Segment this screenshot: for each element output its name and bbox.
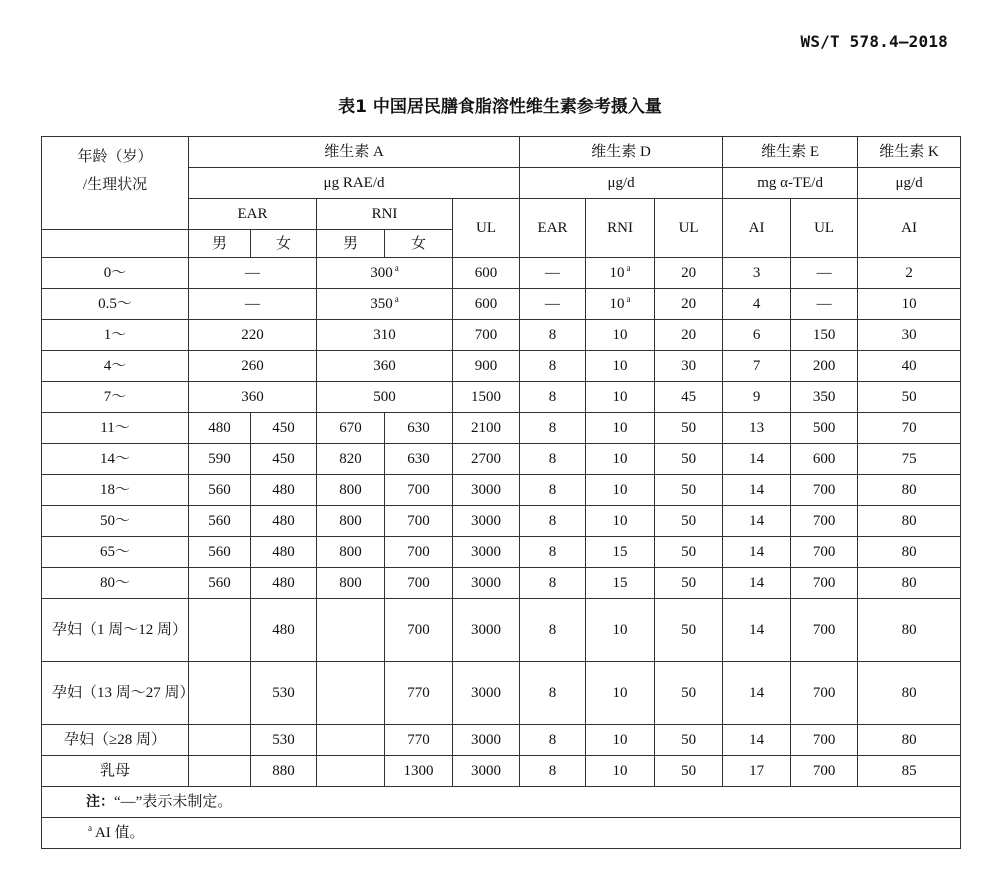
vitamin-d-header: 维生素 D bbox=[520, 137, 723, 168]
e-ai-cell: 13 bbox=[723, 413, 791, 444]
d-rni-cell: 10 bbox=[586, 444, 655, 475]
e-ul-cell: 700 bbox=[791, 599, 858, 662]
e-ul-cell: 500 bbox=[791, 413, 858, 444]
a-ul-cell: 2700 bbox=[453, 444, 520, 475]
e-ul-cell: 700 bbox=[791, 725, 858, 756]
d-rni-header: RNI bbox=[586, 199, 655, 258]
a-ear-female-cell: 530 bbox=[251, 725, 317, 756]
header-row-vitamins bbox=[42, 137, 961, 168]
d-ear-cell: 8 bbox=[520, 537, 586, 568]
a-ul-cell: 600 bbox=[453, 289, 520, 320]
table-row bbox=[42, 537, 961, 568]
a-ul-cell: 3000 bbox=[453, 568, 520, 599]
k-ai-cell: 85 bbox=[858, 756, 961, 787]
age-header-cont bbox=[42, 230, 189, 258]
age-cell: 80～ bbox=[42, 568, 189, 599]
d-ul-cell: 50 bbox=[655, 444, 723, 475]
d-rni-cell: 10 bbox=[586, 382, 655, 413]
age-cell: 0.5～ bbox=[42, 289, 189, 320]
age-cell: 14～ bbox=[42, 444, 189, 475]
k-ai-cell: 80 bbox=[858, 568, 961, 599]
age-cell: 18～ bbox=[42, 475, 189, 506]
a-rni-female-cell: 770 bbox=[385, 725, 453, 756]
a-ul-cell: 1500 bbox=[453, 382, 520, 413]
a-ul-cell: 3000 bbox=[453, 506, 520, 537]
a-ear-male-cell bbox=[189, 756, 251, 787]
a-ul-cell: 2100 bbox=[453, 413, 520, 444]
k-ai-cell: 30 bbox=[858, 320, 961, 351]
a-rni-male-cell: 800 bbox=[317, 568, 385, 599]
table-row bbox=[42, 475, 961, 506]
a-ul-cell: 600 bbox=[453, 258, 520, 289]
a-ul-header: UL bbox=[453, 199, 520, 258]
a-rni-header: RNI bbox=[317, 199, 453, 230]
footnote-text: AI 值。 bbox=[94, 825, 145, 841]
table-row bbox=[42, 568, 961, 599]
age-cell: 0～ bbox=[42, 258, 189, 289]
age-cell: 孕妇（13 周～27 周） bbox=[42, 662, 189, 725]
table-row bbox=[42, 599, 961, 662]
d-rni-cell: 10 bbox=[586, 662, 655, 725]
k-ai-cell: 80 bbox=[858, 725, 961, 756]
e-ul-cell: 700 bbox=[791, 568, 858, 599]
k-ai-cell: 2 bbox=[858, 258, 961, 289]
age-cell: 1～ bbox=[42, 320, 189, 351]
table-row bbox=[42, 662, 961, 725]
table-row bbox=[42, 258, 961, 289]
table-row bbox=[42, 444, 961, 475]
e-ul-cell: 150 bbox=[791, 320, 858, 351]
d-rni-cell: 15 bbox=[586, 568, 655, 599]
k-ai-cell: 40 bbox=[858, 351, 961, 382]
age-cell: 7～ bbox=[42, 382, 189, 413]
e-ul-cell: 200 bbox=[791, 351, 858, 382]
a-ear-male-cell: 590 bbox=[189, 444, 251, 475]
a-rni-female-cell: 1300 bbox=[385, 756, 453, 787]
footnote-mark: a bbox=[88, 823, 92, 833]
k-ai-header: AI bbox=[858, 199, 961, 258]
age-cell: 孕妇（1 周～12 周） bbox=[42, 599, 189, 662]
a-ear-female-cell: 480 bbox=[251, 568, 317, 599]
a-ear-male-cell: 560 bbox=[189, 475, 251, 506]
a-rni-male-cell: 670 bbox=[317, 413, 385, 444]
d-ul-cell: 50 bbox=[655, 756, 723, 787]
e-ai-header: AI bbox=[723, 199, 791, 258]
a-rni-cell: 300 $^a$ bbox=[317, 258, 453, 289]
d-ear-cell: 8 bbox=[520, 413, 586, 444]
e-ul-cell: 350 bbox=[791, 382, 858, 413]
vitamin-intake-table bbox=[41, 136, 961, 849]
k-ai-cell: 70 bbox=[858, 413, 961, 444]
a-rni-female-cell: 700 bbox=[385, 537, 453, 568]
a-ear-cell: 360 bbox=[189, 382, 317, 413]
d-ul-cell: 20 bbox=[655, 258, 723, 289]
vitamin-a-header: 维生素 A bbox=[189, 137, 520, 168]
a-ear-header: EAR bbox=[189, 199, 317, 230]
d-ear-cell: 8 bbox=[520, 756, 586, 787]
a-ear-cell: — bbox=[189, 289, 317, 320]
vitamin-e-unit: mg α-TE/d bbox=[723, 168, 858, 199]
age-cell: 50～ bbox=[42, 506, 189, 537]
a-rni-male-cell: 800 bbox=[317, 475, 385, 506]
a-ul-cell: 3000 bbox=[453, 537, 520, 568]
d-ul-header: UL bbox=[655, 199, 723, 258]
d-ear-cell: — bbox=[520, 289, 586, 320]
table-row bbox=[42, 320, 961, 351]
d-ul-cell: 30 bbox=[655, 351, 723, 382]
a-rni-female-cell: 630 bbox=[385, 444, 453, 475]
e-ai-cell: 9 bbox=[723, 382, 791, 413]
k-ai-cell: 80 bbox=[858, 599, 961, 662]
a-rni-cell: 310 bbox=[317, 320, 453, 351]
e-ul-cell: — bbox=[791, 289, 858, 320]
e-ai-cell: 14 bbox=[723, 568, 791, 599]
e-ul-cell: — bbox=[791, 258, 858, 289]
d-ul-cell: 50 bbox=[655, 599, 723, 662]
age-header: 年龄（岁） /生理状况 bbox=[42, 137, 189, 230]
vitamin-a-unit: μg RAE/d bbox=[189, 168, 520, 199]
vitamin-k-header: 维生素 K bbox=[858, 137, 961, 168]
a-ear-male-cell: 560 bbox=[189, 537, 251, 568]
a-ul-cell: 900 bbox=[453, 351, 520, 382]
e-ai-cell: 14 bbox=[723, 662, 791, 725]
a-rni-female-cell: 700 bbox=[385, 568, 453, 599]
e-ul-cell: 700 bbox=[791, 506, 858, 537]
d-ul-cell: 20 bbox=[655, 320, 723, 351]
a-ul-cell: 3000 bbox=[453, 475, 520, 506]
d-ul-cell: 45 bbox=[655, 382, 723, 413]
a-ear-cell: 220 bbox=[189, 320, 317, 351]
e-ul-cell: 700 bbox=[791, 537, 858, 568]
e-ai-cell: 3 bbox=[723, 258, 791, 289]
a-rni-female-cell: 630 bbox=[385, 413, 453, 444]
age-cell: 孕妇（≥28 周） bbox=[42, 725, 189, 756]
d-ear-cell: 8 bbox=[520, 725, 586, 756]
a-ear-female-cell: 480 bbox=[251, 475, 317, 506]
vitamin-k-unit: μg/d bbox=[858, 168, 961, 199]
document-code: WS/T 578.4—2018 bbox=[800, 32, 948, 51]
d-ear-header: EAR bbox=[520, 199, 586, 258]
age-cell: 11～ bbox=[42, 413, 189, 444]
e-ul-header: UL bbox=[791, 199, 858, 258]
k-ai-cell: 75 bbox=[858, 444, 961, 475]
d-ear-cell: 8 bbox=[520, 320, 586, 351]
a-rni-male-cell bbox=[317, 599, 385, 662]
d-rni-cell: 10 bbox=[586, 320, 655, 351]
a-rni-cell: 350 $^a$ bbox=[317, 289, 453, 320]
e-ai-cell: 7 bbox=[723, 351, 791, 382]
d-rni-cell: 10 bbox=[586, 475, 655, 506]
a-rni-female-cell: 700 bbox=[385, 506, 453, 537]
e-ai-cell: 14 bbox=[723, 444, 791, 475]
d-rni-cell: 10 bbox=[586, 725, 655, 756]
table-row bbox=[42, 506, 961, 537]
age-cell: 乳母 bbox=[42, 756, 189, 787]
e-ai-cell: 14 bbox=[723, 599, 791, 662]
note-row bbox=[42, 787, 961, 818]
d-ul-cell: 50 bbox=[655, 413, 723, 444]
a-rni-female-cell: 770 bbox=[385, 662, 453, 725]
d-rni-cell: 10 bbox=[586, 599, 655, 662]
a-ul-cell: 3000 bbox=[453, 662, 520, 725]
a-ear-male-cell bbox=[189, 662, 251, 725]
a-ear-male-cell bbox=[189, 725, 251, 756]
a-ear-male-cell bbox=[189, 599, 251, 662]
d-rni-cell: 10 $^a$ bbox=[586, 258, 655, 289]
table-row bbox=[42, 756, 961, 787]
d-ear-cell: 8 bbox=[520, 506, 586, 537]
e-ai-cell: 17 bbox=[723, 756, 791, 787]
d-ear-cell: 8 bbox=[520, 351, 586, 382]
a-ear-male-cell: 480 bbox=[189, 413, 251, 444]
d-rni-cell: 10 bbox=[586, 351, 655, 382]
a-ear-cell: 260 bbox=[189, 351, 317, 382]
d-ear-cell: 8 bbox=[520, 475, 586, 506]
e-ai-cell: 14 bbox=[723, 506, 791, 537]
table-row bbox=[42, 351, 961, 382]
note-text: “—”表示未制定。 bbox=[114, 794, 233, 810]
note-cell bbox=[42, 787, 961, 818]
note-label: 注： bbox=[86, 794, 114, 810]
age-cell: 65～ bbox=[42, 537, 189, 568]
a-ear-female-cell: 530 bbox=[251, 662, 317, 725]
a-ul-cell: 3000 bbox=[453, 725, 520, 756]
a-rni-female-header: 女 bbox=[385, 230, 453, 258]
a-ear-male-header: 男 bbox=[189, 230, 251, 258]
footnote-row bbox=[42, 818, 961, 849]
k-ai-cell: 80 bbox=[858, 537, 961, 568]
d-ear-cell: — bbox=[520, 258, 586, 289]
d-ear-cell: 8 bbox=[520, 382, 586, 413]
d-ear-cell: 8 bbox=[520, 662, 586, 725]
a-ear-female-cell: 480 bbox=[251, 537, 317, 568]
d-ul-cell: 50 bbox=[655, 662, 723, 725]
a-rni-male-cell bbox=[317, 725, 385, 756]
a-rni-female-cell: 700 bbox=[385, 599, 453, 662]
a-ear-female-cell: 480 bbox=[251, 599, 317, 662]
e-ul-cell: 700 bbox=[791, 475, 858, 506]
d-ul-cell: 50 bbox=[655, 506, 723, 537]
e-ul-cell: 700 bbox=[791, 662, 858, 725]
a-rni-male-cell: 820 bbox=[317, 444, 385, 475]
k-ai-cell: 80 bbox=[858, 506, 961, 537]
a-ul-cell: 700 bbox=[453, 320, 520, 351]
k-ai-cell: 80 bbox=[858, 475, 961, 506]
table-row bbox=[42, 725, 961, 756]
table-title: 表1 中国居民膳食脂溶性维生素参考摄入量 bbox=[338, 97, 662, 117]
a-ear-male-cell: 560 bbox=[189, 506, 251, 537]
vitamin-e-header: 维生素 E bbox=[723, 137, 858, 168]
e-ai-cell: 4 bbox=[723, 289, 791, 320]
a-rni-male-header: 男 bbox=[317, 230, 385, 258]
k-ai-cell: 80 bbox=[858, 662, 961, 725]
a-rni-male-cell: 800 bbox=[317, 537, 385, 568]
a-rni-male-cell bbox=[317, 756, 385, 787]
a-ear-cell: — bbox=[189, 258, 317, 289]
k-ai-cell: 50 bbox=[858, 382, 961, 413]
a-ear-male-cell: 560 bbox=[189, 568, 251, 599]
a-ear-female-header: 女 bbox=[251, 230, 317, 258]
a-ear-female-cell: 480 bbox=[251, 506, 317, 537]
a-ear-female-cell: 880 bbox=[251, 756, 317, 787]
d-rni-cell: 15 bbox=[586, 537, 655, 568]
d-ear-cell: 8 bbox=[520, 568, 586, 599]
a-rni-cell: 360 bbox=[317, 351, 453, 382]
d-ul-cell: 50 bbox=[655, 475, 723, 506]
d-rni-cell: 10 bbox=[586, 756, 655, 787]
d-ul-cell: 50 bbox=[655, 725, 723, 756]
d-ul-cell: 50 bbox=[655, 568, 723, 599]
a-rni-female-cell: 700 bbox=[385, 475, 453, 506]
d-rni-cell: 10 $^a$ bbox=[586, 289, 655, 320]
d-rni-cell: 10 bbox=[586, 506, 655, 537]
table-row bbox=[42, 413, 961, 444]
footnote-cell bbox=[42, 818, 961, 849]
a-rni-male-cell bbox=[317, 662, 385, 725]
e-ai-cell: 14 bbox=[723, 475, 791, 506]
age-cell: 4～ bbox=[42, 351, 189, 382]
table-row bbox=[42, 382, 961, 413]
k-ai-cell: 10 bbox=[858, 289, 961, 320]
a-ul-cell: 3000 bbox=[453, 756, 520, 787]
a-ear-female-cell: 450 bbox=[251, 413, 317, 444]
d-ear-cell: 8 bbox=[520, 599, 586, 662]
d-ul-cell: 50 bbox=[655, 537, 723, 568]
d-rni-cell: 10 bbox=[586, 413, 655, 444]
a-ul-cell: 3000 bbox=[453, 599, 520, 662]
e-ul-cell: 600 bbox=[791, 444, 858, 475]
d-ul-cell: 20 bbox=[655, 289, 723, 320]
d-ear-cell: 8 bbox=[520, 444, 586, 475]
e-ai-cell: 6 bbox=[723, 320, 791, 351]
e-ul-cell: 700 bbox=[791, 756, 858, 787]
vitamin-d-unit: μg/d bbox=[520, 168, 723, 199]
e-ai-cell: 14 bbox=[723, 725, 791, 756]
table-row bbox=[42, 289, 961, 320]
e-ai-cell: 14 bbox=[723, 537, 791, 568]
a-rni-male-cell: 800 bbox=[317, 506, 385, 537]
a-ear-female-cell: 450 bbox=[251, 444, 317, 475]
a-rni-cell: 500 bbox=[317, 382, 453, 413]
